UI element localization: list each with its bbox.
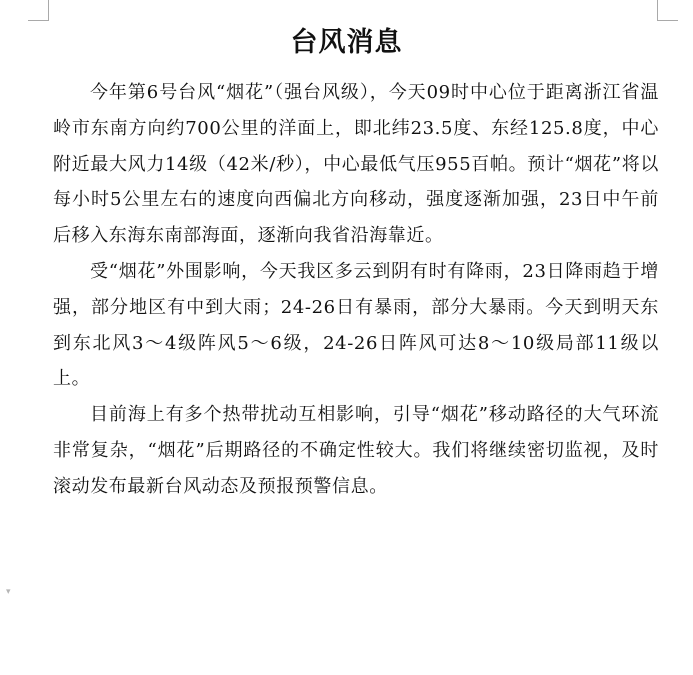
top-right-corner-mark <box>657 0 678 21</box>
document-body <box>53 75 659 505</box>
paragraph-uncertainty-notice: 目前海上有多个热带扰动互相影响，引导“烟花”移动路径的大气环流非常复杂，“烟花”后期路径的不确定性较大。我们将继续密切监视，及时滚动发布最新台风动态及预报预警信息。 <box>53 404 659 497</box>
left-margin-marker: ▾ <box>6 587 11 597</box>
paragraph-typhoon-status: 今年第6号台风“烟花”（强台风级），今天09时中心位于距离浙江省温岭市东南方向约700公里的洋面上，即北纬23.5度、东经125.8度，中心附近最大风力14级（42米/秒），中心最低气压955百帕。预计“烟花”将以每小时5公里左右的速度向西偏北方向移动，强度逐渐加强，23日中午前后移入东海东南部海面，逐渐向我省沿海靠近。 <box>53 82 659 247</box>
paragraph-regional-impact: 受“烟花”外围影响，今天我区多云到阴有时有降雨，23日降雨趋于增强，部分地区有中到大雨；24-26日有暴雨，部分大暴雨。今天到明天东到东北风3～4级阵风5～6级，24-26日阵风可达8～10级局部11级以上。 <box>53 260 659 390</box>
top-left-corner-mark <box>28 0 49 21</box>
document-title: 台风消息 <box>290 27 403 58</box>
